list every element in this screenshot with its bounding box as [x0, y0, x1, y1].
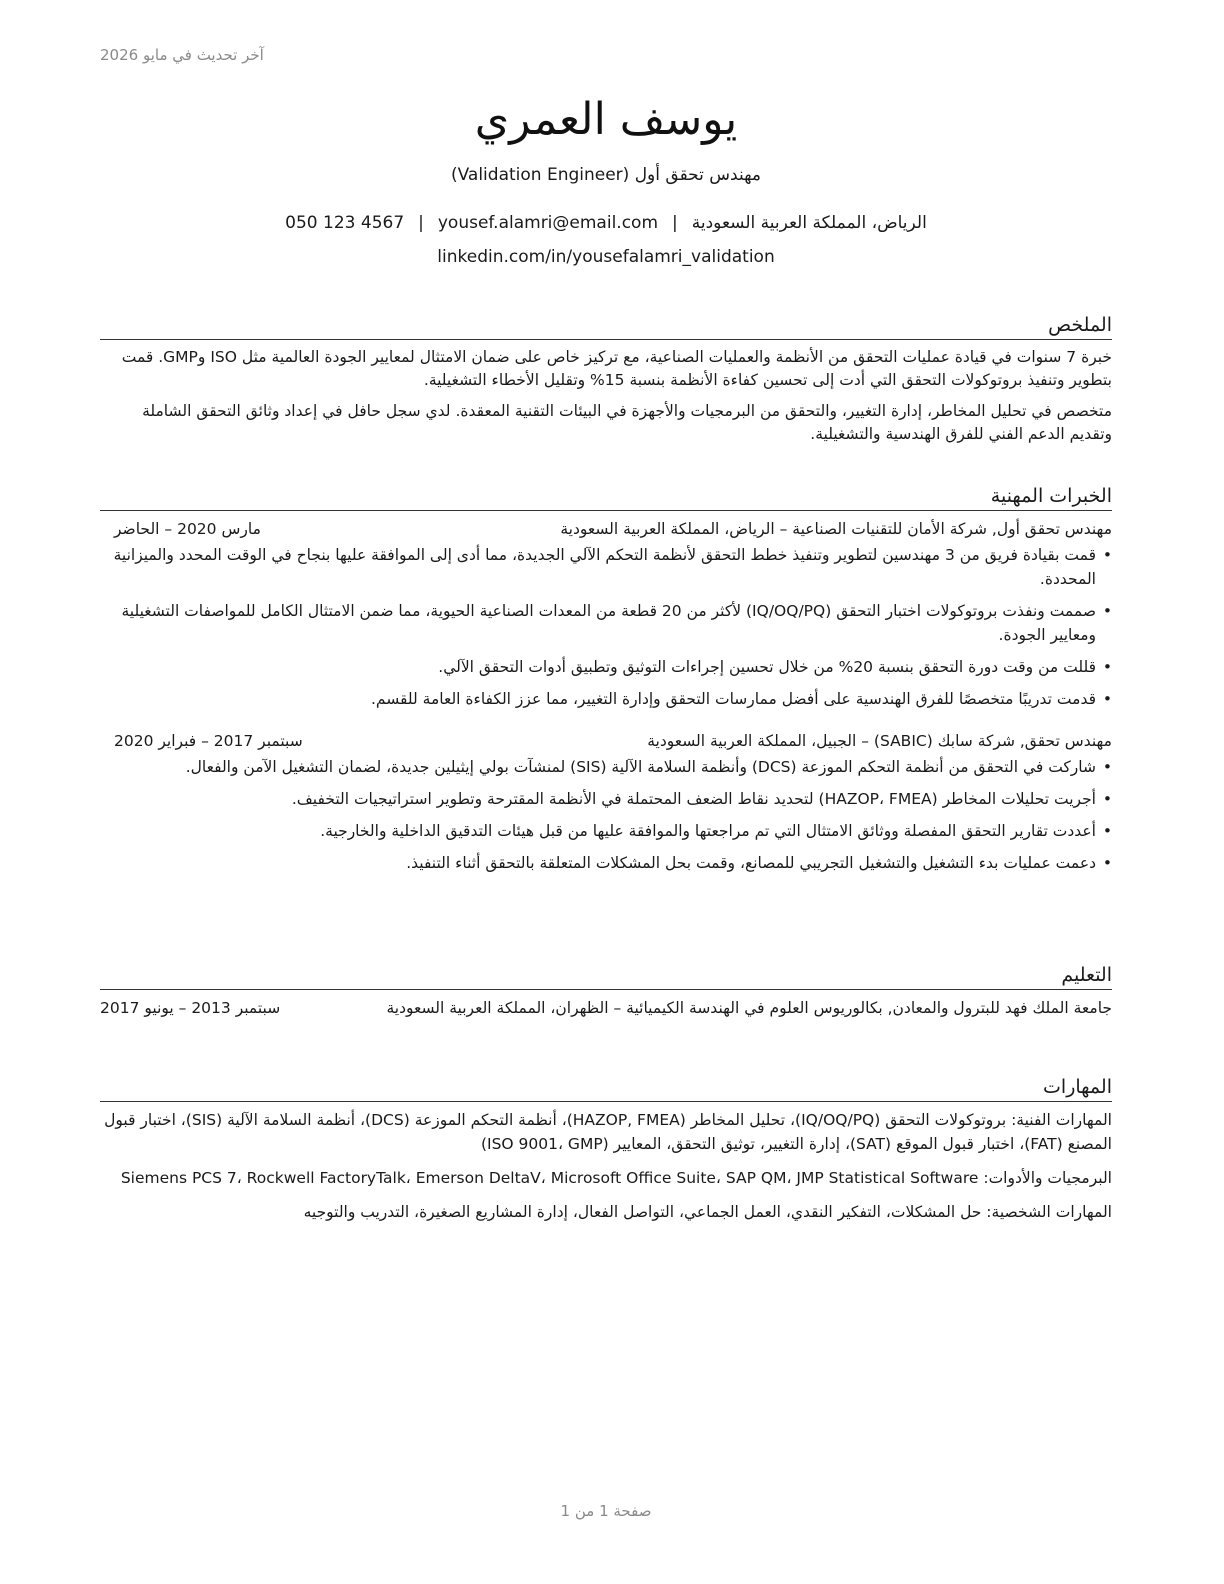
- page-number: صفحة 1 من 1: [560, 1502, 652, 1520]
- skill-line: المهارات الشخصية: حل المشكلات، التفكير النقدي، العمل الجماعي، التواصل الفعال، إدارة المشاريع الصغيرة، التدريب والتوجيه: [303, 1203, 1112, 1221]
- job-header: [100, 517, 1112, 541]
- section-heading: المهارات: [100, 1074, 1112, 1102]
- skills-section: [100, 1074, 1112, 1234]
- summary-paragraph: متخصص في تحليل المخاطر، إدارة التغيير، والتحقق من البرمجيات والأجهزة في البيئات التقنية المعقدة. لدي سجل حافل في إعداد وثائق التحقق الشاملة وتقديم الدعم الفني للفرق الهندسية والتشغيلية.: [142, 402, 1112, 443]
- experience-section: [100, 483, 1112, 883]
- list-item: • أجريت تحليلات المخاطر (HAZOP، FMEA) لتحديد نقاط الضعف المحتملة في الأنظمة المقترحة وتطوير استراتيجيات التخفيف.: [100, 787, 1112, 811]
- linkedin-link[interactable]: linkedin.com/in/yousefalamri_validation: [437, 247, 775, 267]
- list-item: • قللت من وقت دورة التحقق بنسبة 20% من خلال تحسين إجراءات التوثيق وتطبيق أدوات التحقق الآلي.: [100, 655, 1112, 679]
- job-role: مهندس تحقق أول, شركة الأمان للتقنيات الصناعية – الرياض، المملكة العربية السعودية: [560, 520, 1112, 538]
- phone-text: 050 123 4567: [285, 213, 405, 233]
- skill-line: المهارات الفنية: بروتوكولات التحقق (IQ/OQ/PQ)، تحليل المخاطر (HAZOP, FMEA)، أنظمة التحكم الموزعة (DCS)، أنظمة السلامة الآلية (SIS)، اختبار قبول المصنع (FAT)، اختبار قبول الموقع (SAT)، إدارة التغيير، توثيق التحقق، المعايير (ISO 9001، GMP): [104, 1111, 1112, 1153]
- job-header: [100, 729, 1112, 753]
- list-item: • قدمت تدريبًا متخصصًا للفرق الهندسية على أفضل ممارسات التحقق وإدارة التغيير، مما عزز الكفاءة العامة للقسم.: [100, 687, 1112, 711]
- job-entry: [100, 517, 1112, 711]
- job-title: مهندس تحقق أول (Validation Engineer): [450, 165, 762, 185]
- summary-paragraph: خبرة 7 سنوات في قيادة عمليات التحقق من الأنظمة والعمليات الصناعية، مع تركيز خاص على ضمان الامتثال لمعايير الجودة العالمية مثل ISO وGMP. قمت بتطوير وتنفيذ بروتوكولات التحقق التي أدت إلى تحسين كفاءة الأنظمة بنسبة 15% وتقليل الأخطاء التشغيلية.: [121, 348, 1112, 389]
- separator: |: [418, 213, 424, 233]
- education-degree: جامعة الملك فهد للبترول والمعادن, بكالوريوس العلوم في الهندسة الكيميائية – الظهران، المملكة العربية السعودية: [386, 999, 1112, 1017]
- skill-line: البرمجيات والأدوات: Siemens PCS 7، Rockwell FactoryTalk، Emerson DeltaV، Microsoft Office Suite، SAP QM، JMP Statistical Software: [120, 1169, 1112, 1187]
- candidate-name: يوسف العمري: [474, 94, 738, 145]
- list-item: • صممت ونفذت بروتوكولات اختبار التحقق (IQ/OQ/PQ) لأكثر من 20 قطعة من المعدات الصناعية الحيوية، مما ضمن الامتثال الكامل للمواصفات التشغيلية ومعايير الجودة.: [100, 599, 1112, 647]
- contact-line: [100, 210, 1112, 236]
- list-item: • شاركت في التحقق من أنظمة التحكم الموزعة (DCS) وأنظمة السلامة الآلية (SIS) لمنشآت بولي إيثيلين جديدة، لضمان التشغيل الآمن والفعال.: [100, 755, 1112, 779]
- education-date: سبتمبر 2013 – يونيو 2017: [100, 999, 281, 1017]
- list-item: • قمت بقيادة فريق من 3 مهندسين لتطوير وتنفيذ خطط التحقق لأنظمة التحكم الآلي الجديدة، مما أدى إلى الموافقة عليها بنجاح في الوقت المحدد والميزانية المحددة.: [100, 543, 1112, 591]
- education-section: [100, 962, 1112, 1021]
- section-heading: الخبرات المهنية: [100, 483, 1112, 511]
- job-date: سبتمبر 2017 – فبراير 2020: [114, 732, 303, 750]
- resume-page: [100, 0, 1112, 1584]
- job-entry: [100, 729, 1112, 875]
- linkedin-line: [100, 244, 1112, 270]
- list-item: • دعمت عمليات بدء التشغيل والتشغيل التجريبي للمصانع، وقمت بحل المشكلات المتعلقة بالتحقق أثناء التنفيذ.: [100, 851, 1112, 875]
- location-text: الرياض، المملكة العربية السعودية: [691, 213, 927, 233]
- section-heading: التعليم: [100, 962, 1112, 990]
- list-item: • أعددت تقارير التحقق المفصلة ووثائق الامتثال التي تم مراجعتها والموافقة عليها من قبل هيئات التدقيق الداخلية والخارجية.: [100, 819, 1112, 843]
- job-bullets: [100, 755, 1112, 875]
- summary-section: [100, 312, 1112, 454]
- section-heading: الملخص: [100, 312, 1112, 340]
- job-bullets: [100, 543, 1112, 711]
- education-entry: [100, 996, 1112, 1021]
- job-role: مهندس تحقق, شركة سابك (SABIC) – الجبيل، المملكة العربية السعودية: [647, 732, 1112, 750]
- job-date: مارس 2020 – الحاضر: [114, 520, 261, 538]
- last-updated-text: آخر تحديث في مايو 2026: [100, 46, 264, 64]
- resume-header: [100, 88, 1112, 270]
- separator: |: [672, 213, 678, 233]
- email-link[interactable]: yousef.alamri@email.com: [437, 213, 659, 233]
